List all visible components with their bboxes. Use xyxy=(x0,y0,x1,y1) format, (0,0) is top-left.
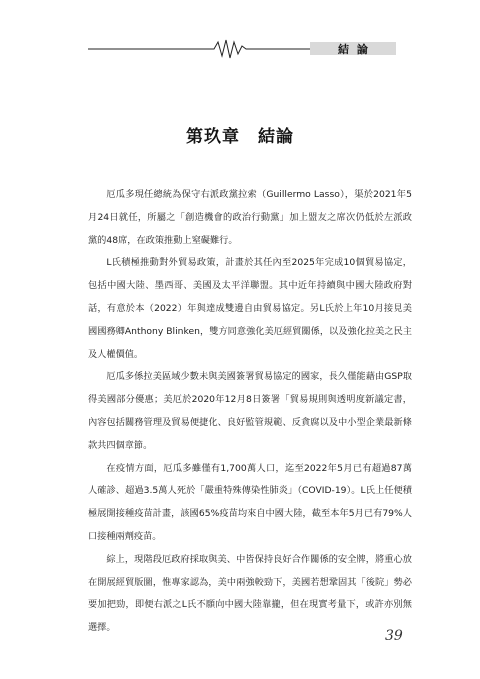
paragraph-1: 厄瓜多現任總統為保守右派政黨拉索（Guillermo Lasso），渠於2021年5月24日就任，所屬之「創造機會的政治行動黨」加上盟友之席次仍低於左派政黨的48席，在政策推動上窒礙難行。 xyxy=(88,189,412,246)
paragraph-2: L氏積極推動對外貿易政策，計畫於其任內至2025年完成10個貿易協定，包括中國大陸、墨西哥、美國及太平洋聯盟。其中近年持續與中國大陸政府對話，有意於本（2022）年與達成雙邊自由貿易協定。另L氏於上年10月接見美國國務卿Anthony Blinken，雙方同意強化美厄經貿關係，以及強化拉美之民主及人權價值。 xyxy=(88,257,412,360)
header-section-label: 結 論 xyxy=(338,43,370,56)
page-number: 39 xyxy=(385,628,403,644)
running-header xyxy=(0,36,480,62)
paragraph-4: 在疫情方面，厄瓜多雖僅有1,700萬人口，迄至2022年5月已有超過87萬人確診、超過3.5萬人死於「嚴重特殊傳染性肺炎」（COVID-19）。L氏上任便積極展開接種疫苗計畫，該國65%疫苗均來自中國大陸，截至本年5月已有79%人口接種兩劑疫苗。 xyxy=(88,462,412,542)
body-text xyxy=(88,184,412,640)
paragraph-3: 厄瓜多係拉美區域少數未與美國簽署貿易協定的國家，長久僅能藉由GSP取得美國部分優惠；美厄於2020年12月8日簽署「貿易規則與透明度新議定書，內容包括關務管理及貿易便捷化、良好監管規範、反貪腐以及中小型企業最新條款共四個章節。 xyxy=(88,371,412,451)
paragraph-5: 綜上，現階段厄政府採取與美、中皆保持良好合作關係的安全牌，將重心放在開展經貿版圖，惟專家認為，美中兩強較勁下，美國若想鞏固其「後院」勢必要加把勁，即便右派之L氏不願向中國大陸靠攏，但在現實考量下，或許亦別無選擇。 xyxy=(88,553,412,634)
header-wave-line-icon xyxy=(0,36,480,62)
chapter-title: 第玖章 結論 xyxy=(186,127,294,147)
